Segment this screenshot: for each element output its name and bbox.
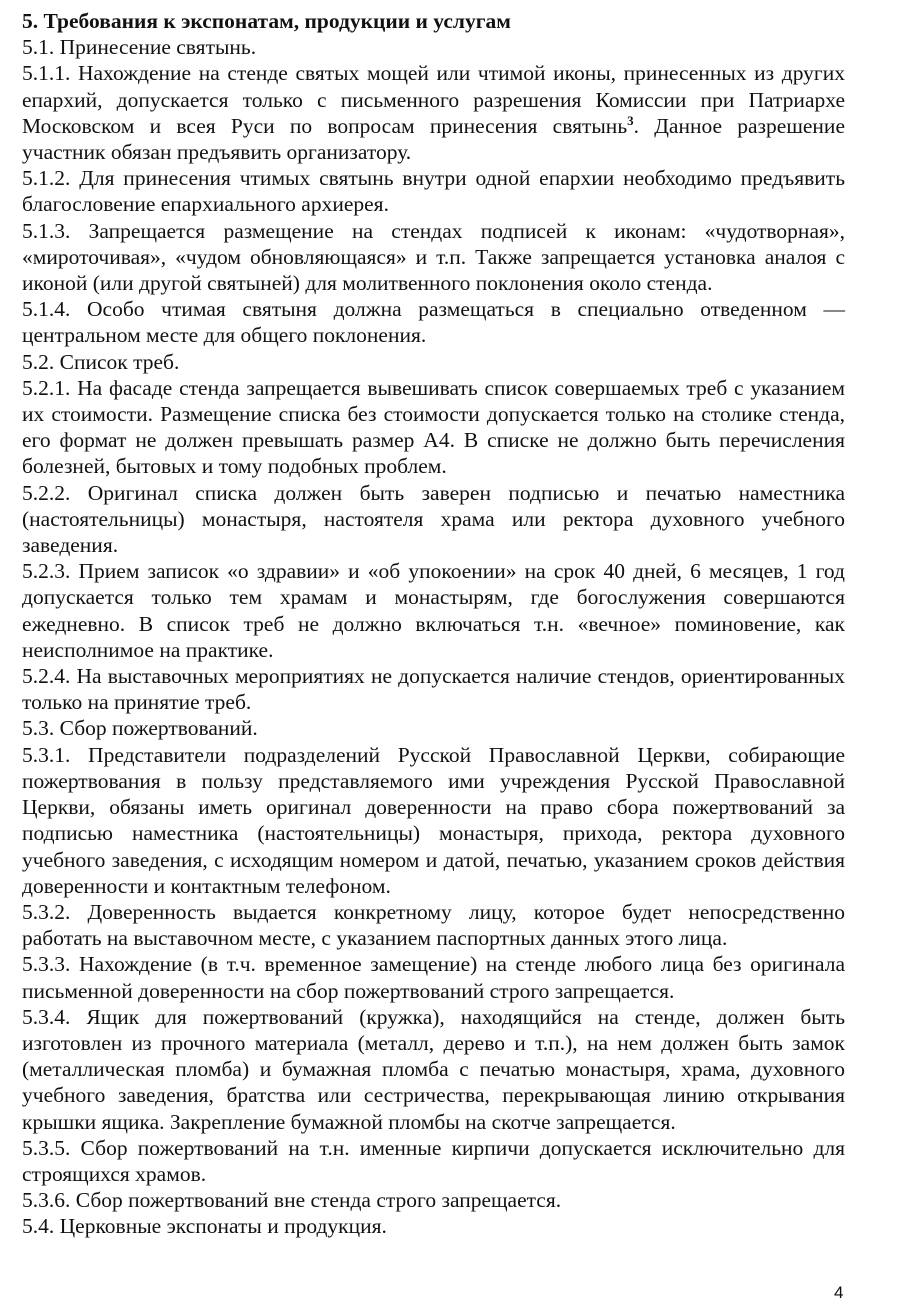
clause-5-3-2: 5.3.2. Доверенность выдается конкретному лицу, которое будет непосредственно работать на выставочном месте, с указанием паспортных данных этого лица. — [22, 899, 845, 951]
subsection-5-4-title: 5.4. Церковные экспонаты и продукция. — [22, 1214, 387, 1239]
clause-5-3-4: 5.3.4. Ящик для пожертвований (кружка), находящийся на стенде, должен быть изготовлен из прочного материала (металл, дерево и т.п.), на нем должен быть замок (металлическая пломба) и бумажная пломба с печатью монастыря, храма, духовного учебного заведения, братства или сестричества, перекрывающая линию открывания крышки ящика. Закрепление бумажной пломбы на скотче запрещается. — [22, 1004, 845, 1134]
clause-5-1-1-text-end: . Данное разрешение участник обязан предъявить организатору. — [22, 113, 845, 165]
clause-5-3-5: 5.3.5. Сбор пожертвований на т.н. именные кирпичи допускается исключительно для строящихся храмов. — [22, 1135, 845, 1186]
footnote-marker[interactable]: 3 — [627, 112, 634, 128]
clause-5-2-3: 5.2.3. Прием записок «о здравии» и «об упокоении» на срок 40 дней, 6 месяцев, 1 год допускается только тем храмам и монастырям, где богослужения совершаются ежедневно. В список треб не должно включаться т.н. «вечное» поминовение, как неисполнимое на практике. — [22, 559, 845, 662]
clause-5-2-1: 5.2.1. На фасаде стенда запрещается вывешивать список совершаемых треб с указанием их стоимости. Размещение списка без стоимости допускается только на столике стенда, его формат не должен превышать размер А4. В списке не должно быть перечисления болезней, бытовых и тому подобных проблем. — [22, 375, 845, 479]
clause-5-3-1: 5.3.1. Представители подразделений Русской Православной Церкви, собирающие пожертвования в пользу представляемого ими учреждения Русской Православной Церкви, обязаны иметь оригинал доверенности на право сбора пожертвований за подписью наместника (настоятельницы) монастыря, прихода, ректора духовного учебного заведения, с исходящим номером и датой, печатью, указанием сроков действия доверенности и контактным телефоном. — [22, 742, 845, 898]
section-heading: 5. Требования к экспонатам, продукции и услугам — [22, 9, 511, 33]
clause-5-1-3: 5.1.3. Запрещается размещение на стендах подписей к иконам: «чудотворная», «мироточивая», «чудом обновляющаяся» и т.п. Также запрещается установка аналоя с иконой (или другой святыней) для молитвенного поклонения около стенда. — [22, 218, 845, 296]
clause-5-3-6: 5.3.6. Сбор пожертвований вне стенда строго запрещается. — [22, 1188, 562, 1213]
clause-5-2-2: 5.2.2. Оригинал списка должен быть заверен подписью и печатью наместника (настоятельницы) монастыря, настоятеля храма или ректора духовного учебного заведения. — [22, 480, 845, 558]
clause-5-1-1-text: 5.1.1. Нахождение на стенде святых мощей или чтимой иконы, принесенных из других епархий, допускается только с письменного разрешения Комиссии при Патриархе Московском и всея Руси по вопросам принесения святынь — [22, 61, 845, 138]
page-number: 4 — [834, 1283, 844, 1302]
subsection-5-3-title: 5.3. Сбор пожертвований. — [22, 716, 258, 741]
clause-5-2-4: 5.2.4. На выставочных мероприятиях не допускается наличие стендов, ориентированных только на принятие треб. — [22, 664, 845, 715]
clause-5-3-3: 5.3.3. Нахождение (в т.ч. временное замещение) на стенде любого лица без оригинала письменной доверенности на сбор пожертвований строго запрещается. — [22, 952, 845, 1003]
clause-5-1-1 — [22, 60, 845, 165]
document-page — [22, 8, 845, 1240]
clause-5-1-4: 5.1.4. Особо чтимая святыня должна размещаться в специально отведенном — центральном месте для общего поклонения. — [22, 297, 845, 348]
clause-5-1-2: 5.1.2. Для принесения чтимых святынь внутри одной епархии необходимо предъявить благословение епархиального архиерея. — [22, 166, 845, 217]
subsection-5-2-title: 5.2. Список треб. — [22, 349, 180, 374]
subsection-5-1-title: 5.1. Принесение святынь. — [22, 35, 257, 60]
